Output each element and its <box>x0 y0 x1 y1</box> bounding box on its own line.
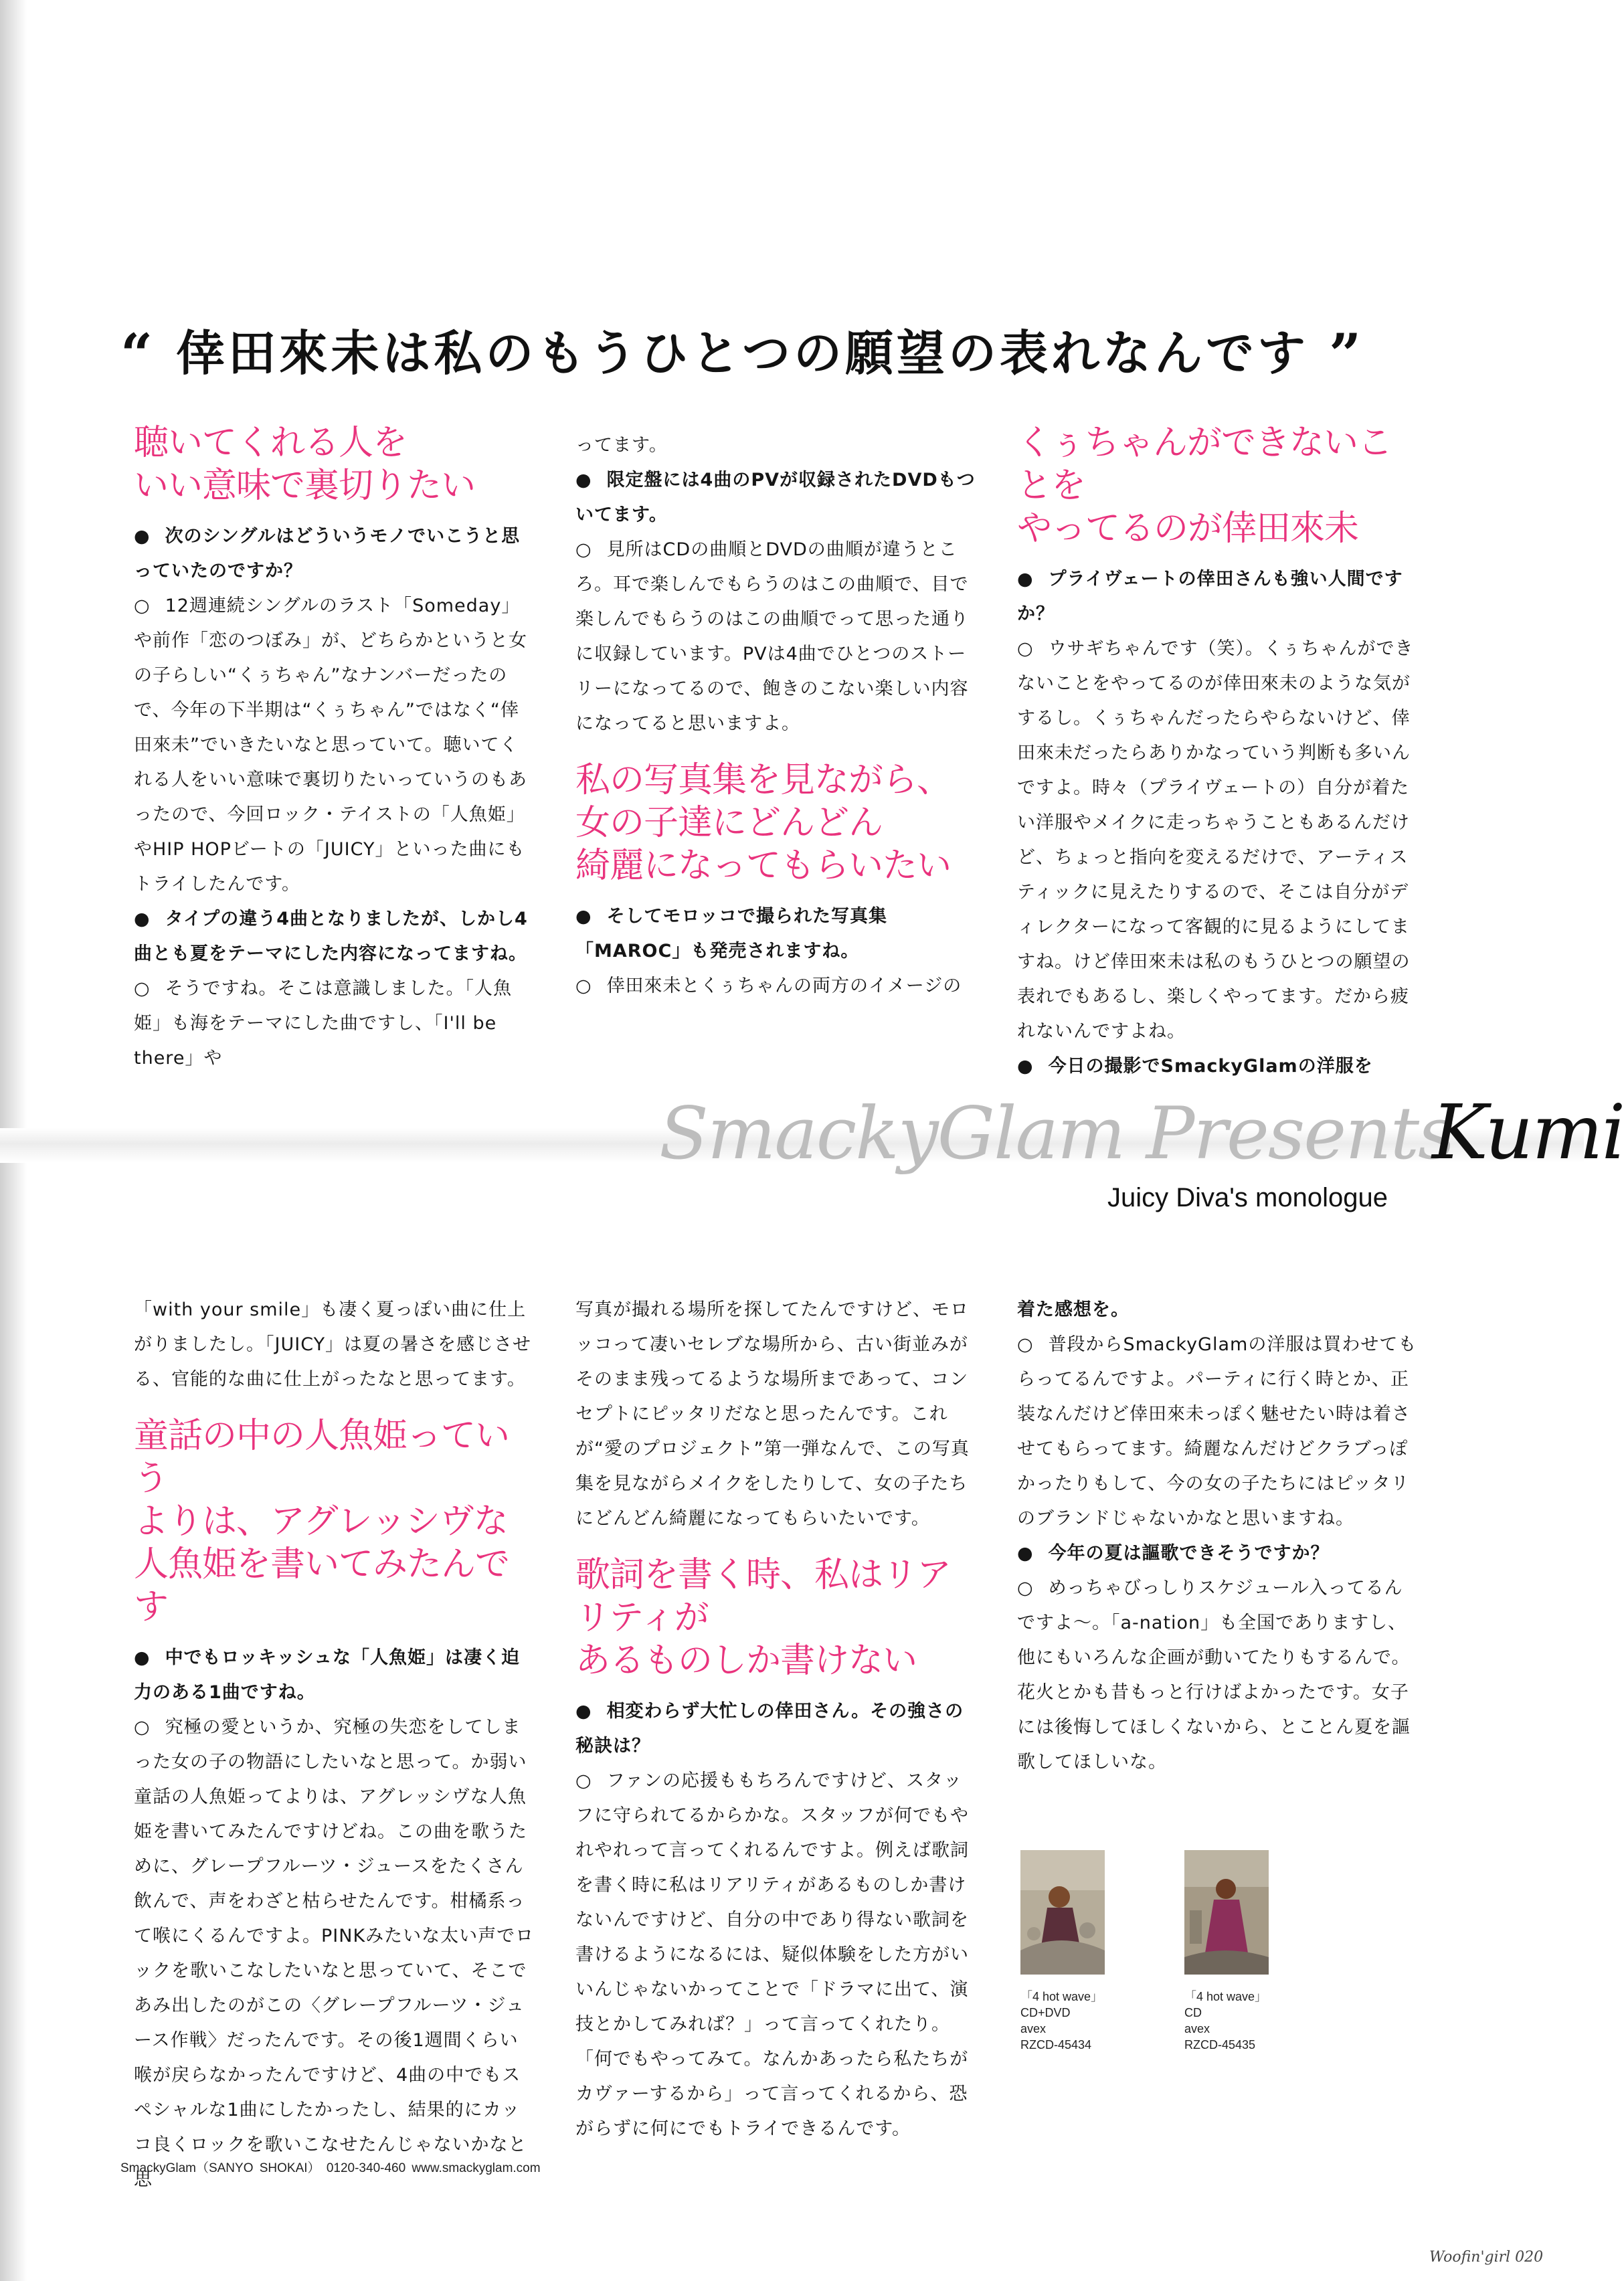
headline-open-quote: “ <box>120 321 157 387</box>
banner-script-black: Kumi <box>1432 1089 1624 1176</box>
interview-question: ● 次のシングルはどういうモノでいこうと思っていたのですか？ <box>134 519 535 589</box>
bottom-column-3 <box>1017 1293 1419 1780</box>
section-heading: 聴いてくれる人を いい意味で裏切りたい <box>134 423 476 506</box>
interview-question: ● 限定盤には4曲のPVが収録されたDVDもついてます。 <box>575 463 977 533</box>
section-heading: 童話の中の人魚姫っていう よりは、アグレッシヴな 人魚姫を書いてみたんです <box>134 1416 510 1627</box>
brand-credit: SmackyGlam（SANYO SHOKAI） 0120-340-460 www.smackyglam.com <box>120 2161 541 2175</box>
release-1-label: avex <box>1020 2022 1047 2035</box>
section-heading: 私の写真集を見ながら、 女の子達にどんどん 綺麗になってもらいたい <box>575 760 952 886</box>
interview-question: ● プライヴェートの倖田さんも強い人間ですか？ <box>1017 562 1419 632</box>
release-2-title: 「4 hot wave」 <box>1184 1990 1267 2003</box>
interview-answer: ○ ファンの応援ももちろんですけど、スタッフに守られてるからかな。スタッフが何でもやれやれって言ってくれるんですよ。例えば歌詞を書く時に私はリアリティがあるものしか書けないんですけど、自分の中であり得ない歌詞を書けるようになるには、疑似体験をした方がいいんじゃないかってことで「ドラマに出て、演技とかしてみれば？」って言ってくれたり。「何でもやってみて。なんかあったら私たちがカヴァーするから」って言ってくれるから、恐がらずに何にでもトライできるんです。 <box>575 1764 977 2147</box>
interview-question: ● 今日の撮影でSmackyGlamの洋服を <box>1017 1049 1419 1084</box>
interview-question: ● そしてモロッコで撮られた写真集「MAROC」も発売されますね。 <box>575 899 977 969</box>
release-1-format: CD+DVD <box>1020 2006 1071 2019</box>
interview-answer: ○ ウサギちゃんです（笑）。くぅちゃんができないことをやってるのが倖田來未のような気がするし。くぅちゃんだったらやらないけど、倖田來未だったらありかなっていう判断も多いんですよ。時々（プライヴェートの）自分が着たい洋服やメイクに走っちゃうこともあるんだけど、ちょっと指向を変えるだけで、アーティスティックに見えたりするので、そこは自分がディレクターになって客観的に見るようにしてますね。けど倖田來未は私のもうひとつの願望の表れでもあるし、楽しくやってます。だから疲れないんですよね。 <box>1017 632 1419 1049</box>
body-paragraph: 着た感想を。 <box>1017 1299 1130 1320</box>
release-1-code: RZCD-45434 <box>1020 2038 1092 2051</box>
interview-question: ● 今年の夏は謳歌できそうですか？ <box>1017 1536 1419 1571</box>
top-column-3 <box>1017 422 1419 1084</box>
release-caption-1 <box>1020 1989 1103 2053</box>
release-2-format: CD <box>1184 2006 1202 2019</box>
interview-answer: ○ 見所はCDの曲順とDVDの曲順が違うところ。耳で楽しんでもらうのはこの曲順で、目で楽しんでもらうのはこの曲順でって思った通りに収録しています。PVは4曲でひとつのストーリーになってるので、飽きのこない楽しい内容になってると思いますよ。 <box>575 533 977 741</box>
interview-answer: ○ めっちゃびっしりスケジュール入ってるんですよ～。「a-nation」も全国でありますし、他にもいろんな企画が動いてたりもするんで。花火とかも昔もっと行けばよかったです。女子には後悔してほしくないから、とことん夏を謳歌してほしいな。 <box>1017 1571 1419 1780</box>
interview-answer: ○ 普段からSmackyGlamの洋服は買わせてもらってるんですよ。パーティに行く時とか、正装なんだけど倖田來未っぽく魅せたい時は着させてもらってます。綺麗なんだけどクラブっぽかったりもして、今の女の子たちにはピッタリのブランドじゃないかなと思いますね。 <box>1017 1328 1419 1536</box>
interview-answer: ○ 倖田來未とくぅちゃんの両方のイメージの <box>575 969 977 1004</box>
banner-script-gray: SmackyGlam Presents <box>659 1092 1454 1176</box>
top-column-2 <box>575 428 977 1004</box>
interview-question: ● 中でもロッキッシュな「人魚姫」は凄く迫力のある1曲ですね。 <box>134 1641 535 1710</box>
top-column-1 <box>134 422 535 1076</box>
bottom-column-1 <box>134 1293 535 2197</box>
release-1-title: 「4 hot wave」 <box>1020 1990 1103 2003</box>
release-2-code: RZCD-45435 <box>1184 2038 1256 2051</box>
release-2-label: avex <box>1184 2022 1210 2035</box>
interview-question: ● 相変わらず大忙しの倖田さん。その強さの秘訣は？ <box>575 1694 977 1764</box>
headline-close-quote: ” <box>1329 321 1365 387</box>
interview-question: ● タイプの違う4曲となりましたが、しかし4曲とも夏をテーマにした内容になってますね。 <box>134 902 535 972</box>
bottom-column-2 <box>575 1293 977 2147</box>
body-paragraph: ってます。 <box>575 435 668 456</box>
page-folio: Woofin'girl 020 <box>1429 2249 1544 2266</box>
section-heading: 歌詞を書く時、私はリアリティが あるものしか書けない <box>575 1555 952 1681</box>
body-paragraph: 「with your smile」も凄く夏っぽい曲に仕上がりましたし。「JUICY」は夏の暑さを感じさせる、官能的な曲に仕上がったなと思ってます。 <box>134 1299 532 1390</box>
banner-subtitle: Juicy Diva's monologue <box>1107 1183 1388 1212</box>
body-paragraph: 写真が撮れる場所を探してたんですけど、モロッコって凄いセレブな場所から、古い街並みがそのまま残ってるような場所まであって、コンセプトにピッタリだなと思ったんです。これが“愛のプロジェクト”第一弾なんで、この写真集を見ながらメイクをしたりして、女の子たちにどんどん綺麗になってもらいたいです。 <box>575 1299 970 1529</box>
section-heading: くぅちゃんができないことを やってるのが倖田來未 <box>1017 423 1392 549</box>
release-cover-image-2 <box>1184 1850 1269 1975</box>
release-cover-image-1 <box>1020 1850 1105 1975</box>
interview-answer: ○ 12週連続シングルのラスト「Someday」や前作「恋のつぼみ」が、どちらかというと女の子らしい“くぅちゃん”なナンバーだったので、今年の下半期は“くぅちゃん”ではなく“倖田來未”でいきたいなと思っていて。聴いてくれる人をいい意味で裏切りたいっていうのもあったので、今回ロック・テイストの「人魚姫」やHIP HOPビートの「JUICY」といった曲にもトライしたんです。 <box>134 589 535 902</box>
headline-text: 倖田來未は私のもうひとつの願望の表れなんです <box>176 325 1309 381</box>
release-caption-2 <box>1184 1989 1267 2053</box>
headline <box>120 314 1452 387</box>
interview-answer: ○ 究極の愛というか、究極の失恋をしてしまった女の子の物語にしたいなと思って。か弱い童話の人魚姫ってよりは、アグレッシヴな人魚姫を書いてみたんですけどね。この曲を歌うために、グレープフルーツ・ジュースをたくさん飲んで、声をわざと枯らせたんです。柑橘系って喉にくるんですよ。PINKみたいな太い声でロックを歌いこなしたいなと思っていて、そこであみ出したのがこの〈グレープフルーツ・ジュース作戦〉だったんです。その後1週間くらい喉が戻らなかったんですけど、4曲の中でもスペシャルな1曲にしたかったし、結果的にカッコ良くロックを歌いこなせたんじゃないかなと思 <box>134 1710 535 2197</box>
interview-answer: ○ そうですね。そこは意識しました。「人魚姫」も海をテーマにした曲ですし、「I'll be there」や <box>134 972 535 1076</box>
